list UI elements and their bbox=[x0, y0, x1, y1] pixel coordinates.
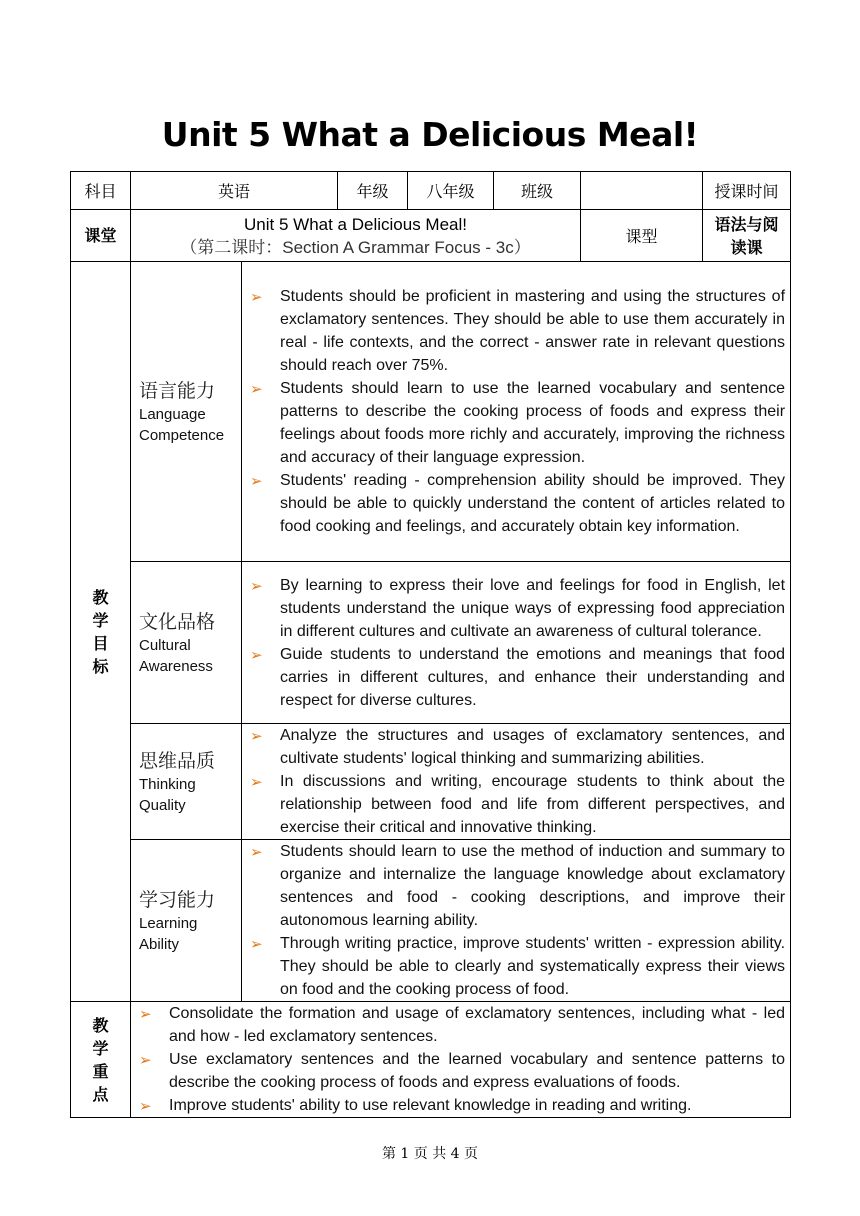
dimension-zh: 语言能力 bbox=[139, 379, 216, 402]
lesson-type-label: 课型 bbox=[581, 210, 703, 262]
key-points-row bbox=[71, 1002, 791, 1118]
objective-bullets bbox=[242, 840, 791, 1002]
class-label: 班级 bbox=[494, 172, 581, 210]
arrow-right-icon: ➢ bbox=[250, 288, 263, 306]
arrow-right-icon: ➢ bbox=[250, 380, 263, 398]
bullet-item: ➢ Use exclamatory sentences and the learned vocabulary and sentence patterns to describe the cooking process of foods and express evaluations of foods. bbox=[139, 1051, 786, 1091]
lesson-type-value: 语法与阅读课 bbox=[703, 210, 791, 262]
bullet-item: ➢ Analyze the structures and usages of exclamatory sentences, and cultivate students' logical thinking and summarizing abilities. bbox=[250, 727, 786, 767]
bullet-item: ➢ Guide students to understand the emotions and meanings that food carries in different cultures, and enhance their understanding and respect for diverse cultures. bbox=[250, 645, 786, 709]
grade-label: 年级 bbox=[338, 172, 408, 210]
arrow-right-icon: ➢ bbox=[139, 1005, 152, 1023]
dimension-en: Cultural Awareness bbox=[139, 636, 213, 675]
objective-row-thinking bbox=[71, 724, 791, 840]
dimension-zh: 文化品格 bbox=[139, 610, 216, 633]
dimension-language bbox=[131, 262, 242, 562]
lesson-label: 课堂 bbox=[71, 210, 131, 262]
dimension-thinking bbox=[131, 724, 242, 840]
lesson-row bbox=[71, 210, 791, 262]
class-value bbox=[581, 172, 703, 210]
objective-bullets bbox=[242, 724, 791, 840]
dimension-learning bbox=[131, 840, 242, 1002]
key-points-bullets bbox=[131, 1002, 791, 1118]
arrow-right-icon: ➢ bbox=[250, 645, 263, 664]
objective-row-language bbox=[71, 262, 791, 562]
objective-row-cultural bbox=[71, 562, 791, 724]
bullet-item: ➢ In discussions and writing, encourage students to think about the relationship between food and life from different perspectives, and exercise their critical and innovative thinking. bbox=[250, 773, 786, 836]
bullet-item: ➢ Consolidate the formation and usage of exclamatory sentences, including what - led and how - led exclamatory sentences. bbox=[139, 1005, 786, 1045]
bullet-item: ➢ By learning to express their love and feelings for food in English, let students understand the unique ways of expressing food appreciation in different cultures and cultivate an awareness of cultural tolerance. bbox=[250, 576, 786, 640]
lesson-plan-table bbox=[70, 171, 791, 1118]
dimension-en: Learning Ability bbox=[139, 914, 198, 953]
bullet-item: ➢ Students should learn to use the method of induction and summary to organize and internalize the language knowledge about exclamatory sentences and food - cooking descriptions, and improve their autonomous learning ability. bbox=[250, 843, 786, 929]
dimension-zh: 思维品质 bbox=[139, 749, 216, 772]
document-title: Unit 5 What a Delicious Meal! bbox=[161, 115, 699, 154]
bullet-item: ➢ Improve students' ability to use relevant knowledge in reading and writing. bbox=[137, 1094, 785, 1117]
bullet-item: ➢ Students' reading - comprehension ability should be improved. They should be able to quickly understand the content of articles related to food cooking and feelings, and accurately obtain key information. bbox=[250, 472, 786, 535]
dimension-zh: 学习能力 bbox=[139, 888, 216, 911]
page-footer: 第 1 页 共 4 页 bbox=[381, 1146, 479, 1162]
time-label: 授课时间 bbox=[703, 172, 791, 210]
lesson-title bbox=[131, 210, 581, 262]
bullet-item: ➢ Through writing practice, improve students' written - expression ability. They should be able to clearly and systematically express their views on food and the cooking process of food. bbox=[250, 935, 786, 998]
arrow-right-icon: ➢ bbox=[139, 1097, 152, 1115]
arrow-right-icon: ➢ bbox=[250, 727, 263, 745]
arrow-right-icon: ➢ bbox=[250, 472, 263, 490]
arrow-right-icon: ➢ bbox=[250, 843, 263, 861]
lesson-title-line2: （第二课时：Section A Grammar Focus - 3c） bbox=[180, 237, 531, 257]
arrow-right-icon: ➢ bbox=[250, 576, 263, 595]
info-row bbox=[71, 172, 791, 210]
lesson-title-line1: Unit 5 What a Delicious Meal! bbox=[244, 214, 467, 234]
dimension-cultural bbox=[131, 562, 242, 724]
objective-bullets bbox=[242, 262, 791, 562]
grade-value: 八年级 bbox=[408, 172, 494, 210]
key-points-label: 教学重点 bbox=[71, 1002, 131, 1118]
arrow-right-icon: ➢ bbox=[250, 773, 263, 791]
bullet-item: ➢ Students should learn to use the learned vocabulary and sentence patterns to describe the cooking process of foods and express their feelings about foods more richly and accurately, improving the richness and accuracy of their language expression. bbox=[250, 380, 786, 466]
objective-row-learning bbox=[71, 840, 791, 1002]
dimension-en: Thinking Quality bbox=[139, 775, 196, 814]
dimension-en: Language Competence bbox=[139, 405, 225, 444]
arrow-right-icon: ➢ bbox=[139, 1051, 152, 1069]
subject-value: 英语 bbox=[131, 172, 338, 210]
subject-label: 科目 bbox=[71, 172, 131, 210]
bullet-item: ➢ Students should be proficient in mastering and using the structures of exclamatory sentences. They should be able to use them accurately in real - life contexts, and the correct - answer rate in relevant questions should reach over 75%. bbox=[250, 288, 786, 374]
objectives-label: 教学目标 bbox=[71, 262, 131, 1002]
arrow-right-icon: ➢ bbox=[250, 935, 263, 953]
objective-bullets bbox=[242, 562, 791, 724]
